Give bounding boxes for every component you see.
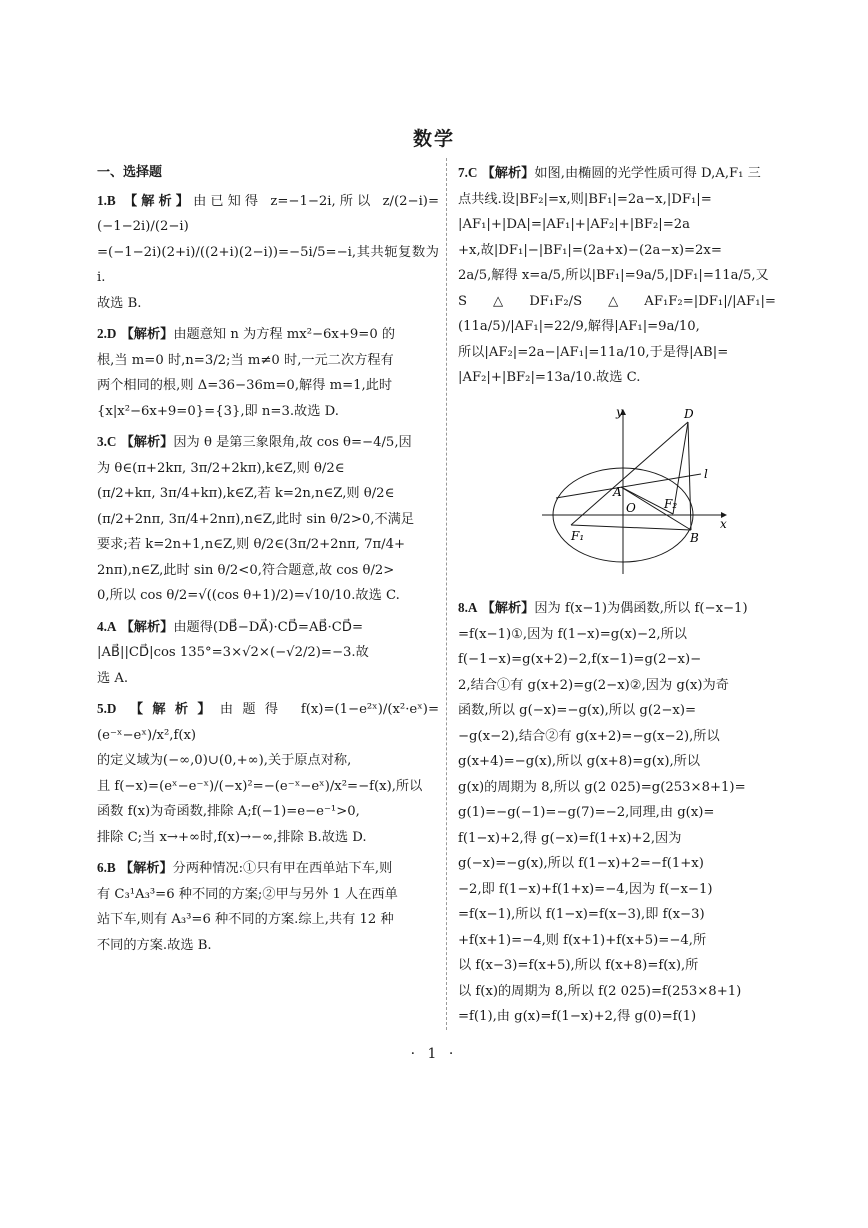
problem-line: 的定义域为(−∞,0)∪(0,+∞),关于原点对称, xyxy=(97,753,352,768)
problem-line xyxy=(97,614,439,641)
line-text: 如图,由椭圆的光学性质可得 D,A,F₁ 三 xyxy=(534,166,761,181)
analysis-tag: 【解析】 xyxy=(120,327,174,342)
analysis-tag: 【解析】 xyxy=(120,435,174,450)
problem-line: g(x)的周期为 8,所以 g(2 025)=g(253×8+1)= xyxy=(458,779,746,795)
problem-line: 所以|AF₂|=2a−|AF₁|=11a/10,于是得|AB|= xyxy=(458,344,729,360)
problem-line: 根,当 m=0 时,n=3/2;当 m≠0 时,一元二次方程有 xyxy=(97,352,394,368)
answer-number: 2.D xyxy=(97,326,117,341)
problem-line xyxy=(97,429,439,456)
problem-line: =f(1),由 g(x)=f(1−x)+2,得 g(0)=f(1) xyxy=(458,1009,697,1024)
problem-line: 选 A. xyxy=(97,670,129,686)
problem-item xyxy=(97,855,439,958)
answer-number: 1.B xyxy=(97,192,116,208)
answer-number: 6.B xyxy=(97,860,116,875)
problem-line: −2,即 f(1−x)+f(1+x)=−4,因为 f(−x−1) xyxy=(458,881,713,897)
page-title: 数学 xyxy=(412,128,455,150)
problem-line: 排除 C;当 x→+∞时,f(x)→−∞,排除 B.故选 D. xyxy=(97,829,367,845)
line-text: 因为 f(x−1)为偶函数,所以 f(−x−1) xyxy=(534,601,748,616)
section-heading: 一、选择题 xyxy=(97,165,163,180)
problem-line: 2a/5,解得 x=a/5,所以|BF₁|=9a/5,|DF₁|=11a/5,又 xyxy=(458,268,769,283)
problem-line xyxy=(97,696,439,748)
problem-item xyxy=(97,188,439,317)
label-x: x xyxy=(720,516,727,531)
problem-item xyxy=(458,595,776,1030)
problem-line: 不同的方案.故选 B. xyxy=(97,937,212,953)
problem-line xyxy=(97,321,439,348)
answer-number: 5.D xyxy=(97,701,117,716)
answer-number: 7.C xyxy=(458,165,478,180)
problem-item xyxy=(97,614,439,692)
problem-line: 函数 f(x)为奇函数,排除 A;f(−1)=e−e⁻¹>0, xyxy=(97,804,360,819)
line-text: 由已知得 z=−1−2i,所以 z/(2−i)=(−1−2i)/(2−i) xyxy=(97,193,439,234)
problem-line: −g(x−2),结合②有 g(x+2)=−g(x−2),所以 xyxy=(458,728,720,744)
line-text: 分两种情况:①只有甲在西单站下车,则 xyxy=(172,861,393,876)
problem-line: 点共线.设|BF₂|=x,则|BF₁|=2a−x,|DF₁|= xyxy=(458,191,712,207)
problem-line: =f(x−1),所以 f(1−x)=f(x−3),即 f(x−3) xyxy=(458,907,705,922)
line-text: 因为 θ 是第三象限角,故 cos θ=−4/5,因 xyxy=(173,435,412,450)
problem-line: 为 θ∈(π+2kπ, 3π/2+2kπ),k∈Z,则 θ/2∈ xyxy=(97,460,345,476)
problem-line xyxy=(97,855,439,882)
problem-line: 0,所以 cos θ/2=√((cos θ+1)/2)=√10/10.故选 C. xyxy=(97,588,400,603)
problem-line: 以 f(x)的周期为 8,所以 f(2 025)=f(253×8+1) xyxy=(458,983,742,999)
problem-line: 两个相同的根,则 Δ=36−36m=0,解得 m=1,此时 xyxy=(97,378,393,393)
problem-line xyxy=(458,595,776,622)
answer-number: 4.A xyxy=(97,618,117,634)
analysis-tag: 【解析】 xyxy=(129,702,220,717)
problem-line xyxy=(97,188,439,240)
label-a: A xyxy=(613,484,622,499)
label-y: y xyxy=(616,404,623,419)
left-column xyxy=(97,160,439,963)
tangent-line-l xyxy=(556,474,701,498)
page-number: · 1 · xyxy=(410,1046,458,1062)
line-text: 由题意知 n 为方程 mx²−6x+9=0 的 xyxy=(173,327,396,342)
problem-line: f(−1−x)=g(x+2)−2,f(x−1)=g(2−x)− xyxy=(458,652,702,667)
problem-line: g(1)=−g(−1)=−g(7)=−2,同理,由 g(x)= xyxy=(458,805,715,820)
left-problem-list xyxy=(97,188,439,959)
problem-line: |AF₁|+|DA|=|AF₁|+|AF₂|+|BF₂|=2a xyxy=(458,217,691,232)
problem-item xyxy=(458,160,776,391)
problem-line: =(−1−2i)(2+i)/((2+i)(2−i))=−5i/5=−i,其共轭复数为 i. xyxy=(97,244,439,285)
problem-item xyxy=(97,696,439,850)
analysis-tag: 【解析】 xyxy=(119,861,173,876)
analysis-tag: 【解析】 xyxy=(481,601,535,616)
problem-line: 站下车,则有 A₃³=6 种不同的方案.综上,共有 12 种 xyxy=(97,912,394,927)
problem-line xyxy=(458,160,776,187)
right-column xyxy=(458,160,776,1035)
problem-line: 故选 B. xyxy=(97,295,142,311)
problem-line: 2nπ),n∈Z,此时 sin θ/2<0,符合题意,故 cos θ/2> xyxy=(97,562,395,578)
problem-line: g(x+4)=−g(x),所以 g(x+8)=g(x),所以 xyxy=(458,754,701,769)
label-o: O xyxy=(626,500,636,515)
problem-line: 2,结合①有 g(x+2)=g(2−x)②,因为 g(x)为奇 xyxy=(458,677,729,693)
problem-item xyxy=(97,429,439,609)
column-divider xyxy=(446,158,447,1030)
problem-line: {x|x²−6x+9=0}={3},即 n=3.故选 D. xyxy=(97,403,339,419)
label-b: B xyxy=(690,530,699,545)
problem-item xyxy=(97,321,439,424)
problem-line: 函数,所以 g(−x)=−g(x),所以 g(2−x)= xyxy=(458,703,697,718)
problem-line: f(1−x)+2,得 g(−x)=f(1+x)+2,因为 xyxy=(458,830,682,846)
line-f1-b xyxy=(571,525,691,530)
problem-line: 以 f(x−3)=f(x+5),所以 f(x+8)=f(x),所 xyxy=(458,958,699,973)
analysis-tag: 【解析】 xyxy=(120,619,174,635)
analysis-tag: 【解析】 xyxy=(123,193,194,209)
problem-line: (π/2+2nπ, 3π/4+2nπ),n∈Z,此时 sin θ/2>0,不满足 xyxy=(97,511,415,527)
problem-line: S△DF₁F₂/S△AF₁F₂=|DF₁|/|AF₁|=(11a/5)/|AF₁|=22/9,解得|AF₁|=9a/10, xyxy=(458,293,776,334)
problem-line: g(−x)=−g(x),所以 f(1−x)+2=−f(1+x) xyxy=(458,856,704,871)
problem-line: |AB⃗||CD⃗|cos 135°=3×√2×(−√2/2)=−3.故 xyxy=(97,645,369,660)
line-text: 由题得(DB⃗−DA⃗)·CD⃗=AB⃗·CD⃗= xyxy=(173,619,364,635)
problem-line: =f(x−1)①,因为 f(1−x)=g(x)−2,所以 xyxy=(458,626,687,642)
line-text: 由题得 f(x)=(1−e²ˣ)/(x²·eˣ)=(e⁻ˣ−eˣ)/x²,f(x) xyxy=(97,702,439,743)
problem-7 xyxy=(458,160,776,391)
answer-number: 8.A xyxy=(458,600,478,615)
problem-line: (π/2+kπ, 3π/4+kπ),k∈Z,若 k=2n,n∈Z,则 θ/2∈ xyxy=(97,486,395,501)
label-l: l xyxy=(704,466,708,481)
problem-line: 且 f(−x)=(eˣ−e⁻ˣ)/(−x)²=−(e⁻ˣ−eˣ)/x²=−f(x),所以 xyxy=(97,778,423,794)
problem-line: 有 C₃¹A₃³=6 种不同的方案;②甲与另外 1 人在西单 xyxy=(97,886,398,902)
problem-line: +f(x+1)=−4,则 f(x+1)+f(x+5)=−4,所 xyxy=(458,932,707,948)
answer-number: 3.C xyxy=(97,434,117,449)
problem-line: |AF₂|+|BF₂|=13a/10.故选 C. xyxy=(458,370,641,385)
label-f1: F₁ xyxy=(571,528,585,543)
problem-8 xyxy=(458,595,776,1030)
problem-line: +x,故|DF₁|−|BF₁|=(2a+x)−(2a−x)=2x= xyxy=(458,242,722,258)
label-d: D xyxy=(684,406,694,421)
ellipse-figure xyxy=(458,404,776,576)
problem-line: 要求;若 k=2n+1,n∈Z,则 θ/2∈(3π/2+2nπ, 7π/4+ xyxy=(97,537,406,552)
label-f2: F₂ xyxy=(664,496,678,511)
analysis-tag: 【解析】 xyxy=(481,166,535,181)
